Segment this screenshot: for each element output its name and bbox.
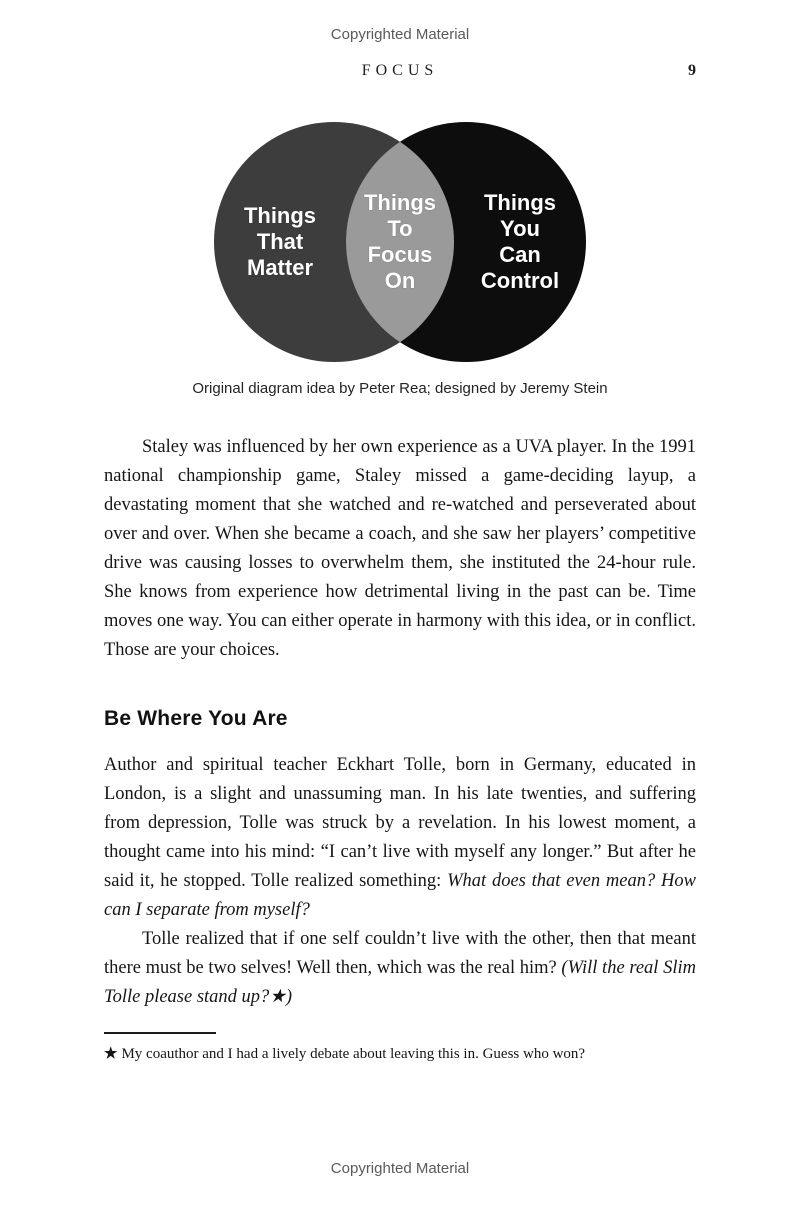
footnote	[104, 1032, 696, 1064]
copyright-notice-top: Copyrighted Material	[330, 26, 470, 43]
venn-diagram	[210, 118, 590, 366]
footnote-divider	[104, 1032, 216, 1034]
body-text	[104, 433, 696, 1012]
venn-label-things-you-can-control: Things You Can Control	[480, 190, 560, 293]
footnote-line	[104, 1044, 696, 1064]
paragraph-tolle-selves	[104, 925, 696, 1012]
venn-label-things-that-matter: Things That Matter	[243, 203, 317, 280]
page-number: 9	[688, 62, 696, 79]
footnote-text: My coauthor and I had a lively debate about leaving this in. Guess who won?	[121, 1046, 586, 1062]
paragraph-tolle-intro	[104, 751, 696, 925]
diagram-caption: Original diagram idea by Peter Rea; designed by Jeremy Stein	[192, 380, 608, 397]
venn-label-things-to-focus-on: Things To Focus On	[363, 190, 437, 293]
italic-text: (Will the real Slim Tolle please stand up?★)	[104, 958, 696, 1007]
running-head	[104, 62, 696, 82]
paragraph-text: Tolle realized that if one self couldn’t live with the other, then that meant there must be two selves! Well then, which was the real him?	[104, 929, 696, 978]
copyright-notice-bottom: Copyrighted Material	[330, 1160, 470, 1177]
paragraph-text: Author and spiritual teacher Eckhart Tolle, born in Germany, educated in London, is a slight and unassuming man. In his late twenties, and suffering from depression, Tolle was struck by a revelation. In his lowest moment, a thought came into his mind: “I can’t live with myself any longer.” But after he said it, he stopped. Tolle realized something:	[104, 755, 696, 891]
chapter-title: FOCUS	[361, 62, 439, 79]
section-heading: Be Where You Are	[104, 707, 288, 730]
italic-text: What does that even mean? How can I separate from myself?	[104, 871, 696, 920]
footnote-marker: ★	[104, 1046, 118, 1062]
paragraph-staley: Staley was influenced by her own experience as a UVA player. In the 1991 national championship game, Staley missed a game-deciding layup, a devastating moment that she watched and re-watched and perseverated about over and over. When she became a coach, and she saw her players’ competitive drive was causing losses to overwhelm them, she instituted the 24-hour rule. She knows from experience how detrimental living in the past can be. Time moves one way. You can either operate in harmony with this idea, or in conflict. Those are your choices.	[104, 437, 696, 660]
